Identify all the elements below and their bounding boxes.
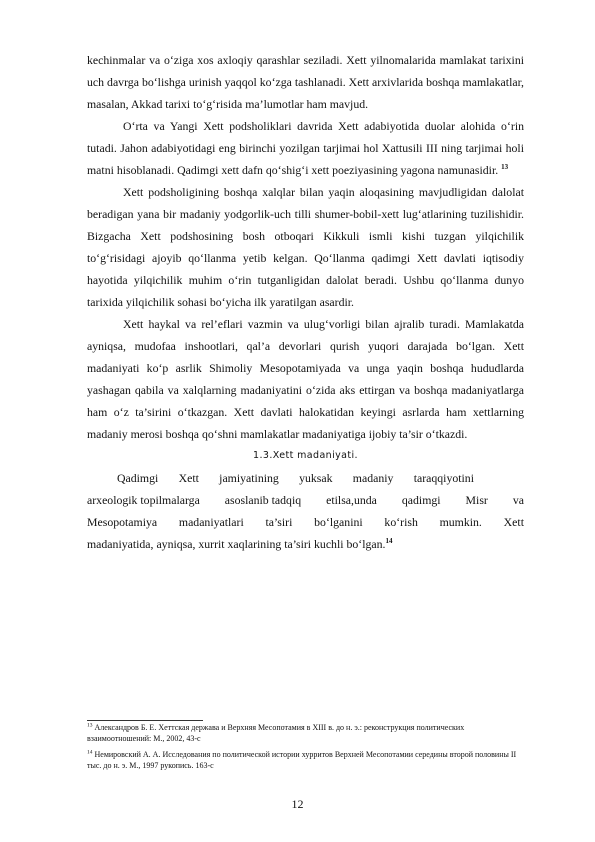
table-cell: mumkin. [439,515,482,529]
table-cell: va [512,493,524,507]
paragraph-4 [87,313,524,445]
table-cell: ko‘rish [384,515,418,529]
table-cell: arxeologik topilmalarga [87,493,200,507]
footnote-ref-14[interactable]: 14 [385,537,393,546]
paragraph-2-text: O‘rta va Yangi Xett podsholiklari davrida Xett adabiyotida duolar alohida o‘rin tutadi. Jahon adabiyotidagi eng birinchi yozilgan tarjimai hol Xattusili III ning tarjimai holi matni hisoblanadi. Qadimgi xett dafn qo‘shig‘i xett poeziyasining yagona namunasidir. [87,119,524,177]
paragraph-1 [87,49,524,115]
table-cell: bo‘lganini [314,515,363,529]
table-cell: Xett [503,515,524,529]
body-text [87,49,524,555]
footnote-text: Александров Б. Е. Хеттская держава и Верхняя Месопотамия в XIII в. до н. э.: реконструкция политических взаимоотношений: М., 2002, 43-с [87,723,465,743]
paragraph-4-text: Xett haykal va rel’eflari vazmin va ulug‘vorligi bilan ajralib turadi. Mamlakatda ayniqsa, mudofaa inshootlari, qal’a devorlari qurish yuqori darajada bo‘lgan. Xett madaniyati ko‘p asrlik Shimoliy Mesopotamiyada va unga yaqin boshqa hududlarda yashagan qabila va xalqlarning madaniyatini o‘zida aks ettirgan va boshqa madaniyatlarga ham o‘z ta’sirini o‘tkazgan. Xett davlati halokatidan keyingi asrlarda ham xettlarning madaniy merosi boshqa qo‘shni mamlakatlar madaniyatiga ijobiy ta’sir o‘tkazdi. [87,317,524,441]
table-cell: Qadimgi [117,471,159,485]
paragraph-3 [87,181,524,313]
page-number: 12 [291,797,304,811]
footnote-ref-13[interactable]: 13 [501,163,509,172]
table-cell: madaniy [352,471,394,485]
footnote-number: 14 [87,749,93,756]
footnote-divider [87,720,203,721]
table-cell: madaniyatlari [178,515,244,529]
table-cell: jamiyatining [219,471,279,485]
table-cell: asoslanib tadqiq [224,493,302,507]
table-cell: yuksak [299,471,333,485]
footnotes [87,723,524,777]
table-paragraph [87,467,524,555]
table-row-3 [87,511,524,533]
table-cell: etilsa,unda [326,493,377,507]
table-row-4-text: madaniyatida, ayniqsa, xurrit xaqlarining ta’siri kuchli bo‘lgan. [87,537,386,551]
table-cell: Mesopotamiya [87,515,158,529]
footnote-14 [87,750,524,771]
table-row-4 [87,533,524,555]
table-cell: ta’siri [265,515,293,529]
footnote-13 [87,723,524,744]
table-cell: taraqqiyotini [413,471,474,485]
table-row-2 [87,489,524,511]
table-row-1 [87,467,524,489]
paragraph-3-text: Xett podsholigining boshqa xalqlar bilan yaqin aloqasining mavjudligidan dalolat beradigan yana bir madaniy yodgorlik-uch tilli shumer-bobil-xett lug‘atlarining tuzilishidir. Bizgacha Xett podshosining bosh otboqari Kikkuli ismli kishi tuzgan yilqichilik to‘g‘risidagi ajoyib qo‘llanma yetib kelgan. Qo‘llanma qadimgi Xett davlati iqtisodiy hayotida yilqichilik muhim o‘rin tutganligidan dalolat beradi. Ushbu qo‘llanma dunyo tarixida yilqichilik sohasi bo‘yicha ilk yaratilgan asardir. [87,185,524,309]
section-heading: 1.3.Xett madaniyati. [253,450,358,461]
table-cell: qadimgi [401,493,441,507]
table-cell: Xett [178,471,199,485]
paragraph-1-text: kechinmalar va o‘ziga xos axloqiy qarashlar seziladi. Xett yilnomalarida mamlakat tarixini uch davrga bo‘lishga urinish yaqqol ko‘zga tashlanadi. Xett arxivlarida boshqa mamlakatlar, masalan, Akkad tarixi to‘g‘risida ma’lumotlar ham mavjud. [87,53,524,111]
paragraph-2 [87,115,524,181]
footnote-number: 13 [87,722,93,729]
footnote-text: Немировский А. А. Исследования по политической истории хурритов Верхней Месопотамии середины второй половины II тыс. до н. э. М., 1997 рукопись. 163-с [87,750,517,770]
table-cell: Misr [465,493,488,507]
